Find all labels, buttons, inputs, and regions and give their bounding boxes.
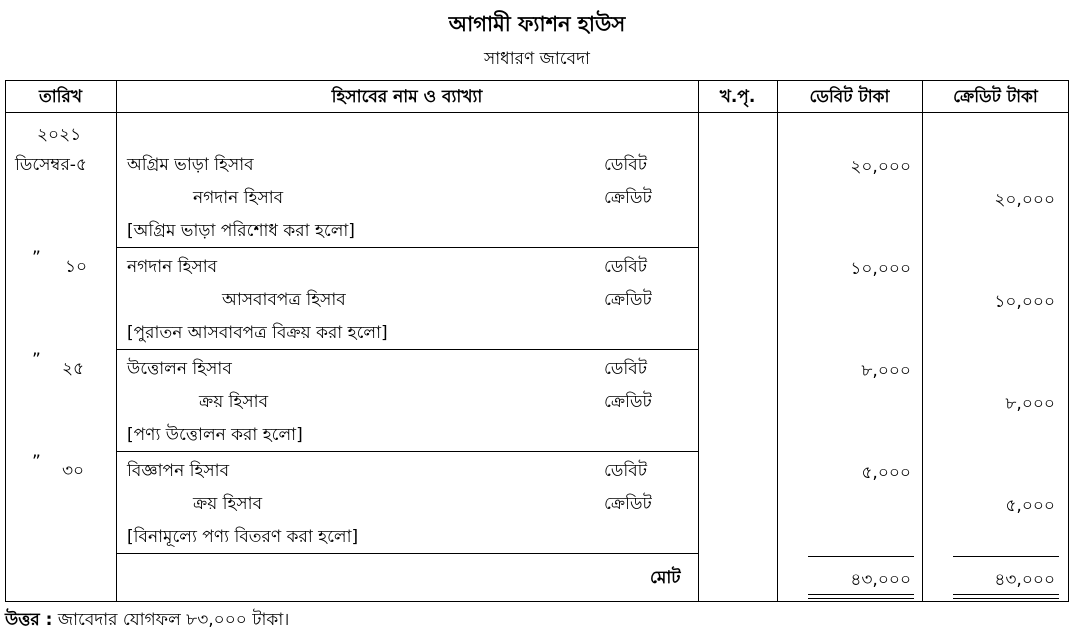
- total-label: মোট: [650, 568, 681, 588]
- page-subtitle: সাধারণ জাবেদা: [484, 49, 590, 69]
- total-credit-rule: [953, 556, 1059, 557]
- answer-label: উত্তর :: [5, 610, 53, 630]
- debit-label: ডেবিট: [604, 461, 647, 481]
- entry-separator: [116, 247, 698, 248]
- header-date: তারিখ: [38, 87, 83, 107]
- total-debit-double-rule: [808, 594, 914, 599]
- credit-account: নগদান হিসাব: [193, 188, 284, 208]
- entry-narration: [বিনামূল্যে পণ্য বিতরণ করা হলো]: [127, 527, 359, 547]
- debit-label: ডেবিট: [604, 359, 647, 379]
- debit-account: নগদান হিসাব: [127, 257, 218, 277]
- entry-date: ডিসেম্বর-৫: [15, 155, 87, 175]
- header-debit: ডেবিট টাকা: [809, 87, 890, 107]
- credit-label: ক্রেডিট: [604, 188, 652, 208]
- debit-account: অগ্রিম ভাড়া হিসাব: [127, 155, 254, 175]
- entry-narration: [অগ্রিম ভাড়া পরিশোধ করা হলো]: [127, 221, 355, 241]
- credit-label: ক্রেডিট: [604, 392, 652, 412]
- ditto-mark: ”: [32, 350, 41, 370]
- answer-text: জাবেদার যোগফল ৮৩,০০০ টাকা।: [57, 610, 290, 630]
- total-debit: ৪৩,০০০: [850, 570, 911, 590]
- credit-account: ক্রয় হিসাব: [199, 392, 269, 412]
- column-divider: [698, 80, 699, 602]
- entry-separator: [116, 451, 698, 452]
- ditto-mark: ”: [32, 452, 41, 472]
- total-debit-rule: [808, 556, 914, 557]
- debit-account: বিজ্ঞাপন হিসাব: [127, 461, 230, 481]
- header-divider: [5, 112, 1069, 113]
- credit-amount: ২০,০০০: [994, 190, 1055, 210]
- entry-narration: [পুরাতন আসবাবপত্র বিক্রয় করা হলো]: [127, 323, 388, 343]
- total-credit-double-rule: [953, 594, 1059, 599]
- debit-label: ডেবিট: [604, 257, 647, 277]
- column-divider: [922, 80, 923, 602]
- entry-date: ২৫: [62, 359, 85, 379]
- credit-account: আসবাবপত্র হিসাব: [222, 290, 346, 310]
- debit-account: উত্তোলন হিসাব: [127, 359, 232, 379]
- credit-label: ক্রেডিট: [604, 494, 652, 514]
- credit-amount: ৫,০০০: [1005, 496, 1055, 516]
- debit-amount: ১০,০০০: [850, 259, 911, 279]
- column-divider: [116, 80, 117, 602]
- entry-narration: [পণ্য উত্তোলন করা হলো]: [127, 425, 303, 445]
- debit-amount: ২০,০০০: [850, 157, 911, 177]
- total-credit: ৪৩,০০০: [994, 570, 1055, 590]
- ditto-mark: ”: [32, 248, 41, 268]
- header-account: হিসাবের নাম ও ব্যাখ্যা: [331, 87, 483, 107]
- credit-account: ক্রয় হিসাব: [193, 494, 263, 514]
- credit-amount: ১০,০০০: [994, 292, 1055, 312]
- credit-label: ক্রেডিট: [604, 290, 652, 310]
- debit-amount: ৫,০০০: [861, 463, 911, 483]
- answer-line: [5, 607, 289, 635]
- header-credit: ক্রেডিট টাকা: [953, 87, 1038, 107]
- debit-label: ডেবিট: [604, 155, 647, 175]
- entry-year: ২০২১: [37, 125, 82, 145]
- column-divider: [777, 80, 778, 602]
- page-title: আগামী ফ্যাশন হাউস: [448, 12, 626, 36]
- entry-date: ৩০: [62, 461, 85, 481]
- entry-separator: [116, 553, 698, 554]
- header-folio: খ.পৃ.: [719, 87, 756, 107]
- entry-date: ১০: [65, 257, 88, 277]
- credit-amount: ৮,০০০: [1005, 394, 1055, 414]
- entry-separator: [116, 349, 698, 350]
- debit-amount: ৮,০০০: [861, 361, 911, 381]
